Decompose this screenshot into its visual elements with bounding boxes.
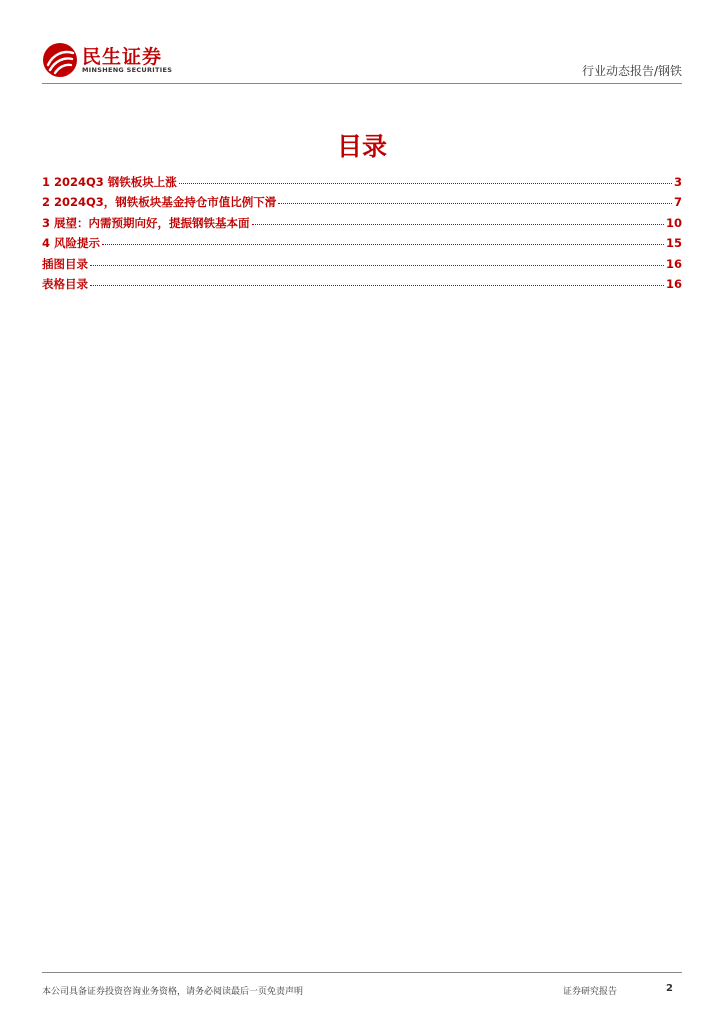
logo-chinese-name: 民生证券 [82,46,163,68]
footer-divider [42,972,682,973]
page-header [42,40,682,84]
toc-dot-leader [179,183,672,184]
toc-dot-leader [90,265,664,266]
toc-dot-leader [102,244,664,245]
toc-entry-page: 16 [665,256,682,271]
toc-entry-section-2[interactable] [42,194,682,214]
toc-entry-section-1[interactable] [42,174,682,194]
company-logo [42,40,182,80]
footer-disclaimer: 本公司具备证券投资咨询业务资格，请务必阅读最后一页免责声明 [42,987,304,997]
report-category: 行业动态报告/钢铁 [581,64,682,78]
toc-entry-page: 7 [673,195,682,210]
toc-entry-table-list[interactable] [42,276,682,296]
toc-entry-text: 3 展望：内需预期向好，提振钢铁基本面 [42,215,250,230]
toc-entry-text: 4 风险提示 [42,236,101,251]
toc-entry-text: 2 2024Q3，钢铁板块基金持仓市值比例下滑 [42,195,277,210]
toc-title: 目录 [336,132,387,161]
toc-entry-page: 16 [665,276,682,291]
toc-dot-leader [252,224,664,225]
toc-entry-text: 插图目录 [42,256,88,271]
minsheng-logo-icon [42,42,78,78]
toc-entry-page: 10 [665,215,682,230]
toc-dot-leader [90,285,664,286]
table-of-contents [42,174,682,296]
toc-entry-page: 3 [673,175,682,189]
footer-document-type: 证券研究报告 [563,987,618,997]
header-divider [42,83,682,84]
logo-english-name: MINSHENG SECURITIES [82,66,173,74]
toc-entry-section-3[interactable] [42,215,682,235]
toc-entry-figure-list[interactable] [42,256,682,276]
toc-entry-text: 表格目录 [42,276,88,291]
toc-entry-page: 15 [665,236,682,251]
page-number: 2 [666,983,673,994]
toc-entry-section-4[interactable] [42,235,682,255]
toc-entry-text: 1 2024Q3 钢铁板块上涨 [42,175,177,189]
toc-dot-leader [278,203,672,204]
